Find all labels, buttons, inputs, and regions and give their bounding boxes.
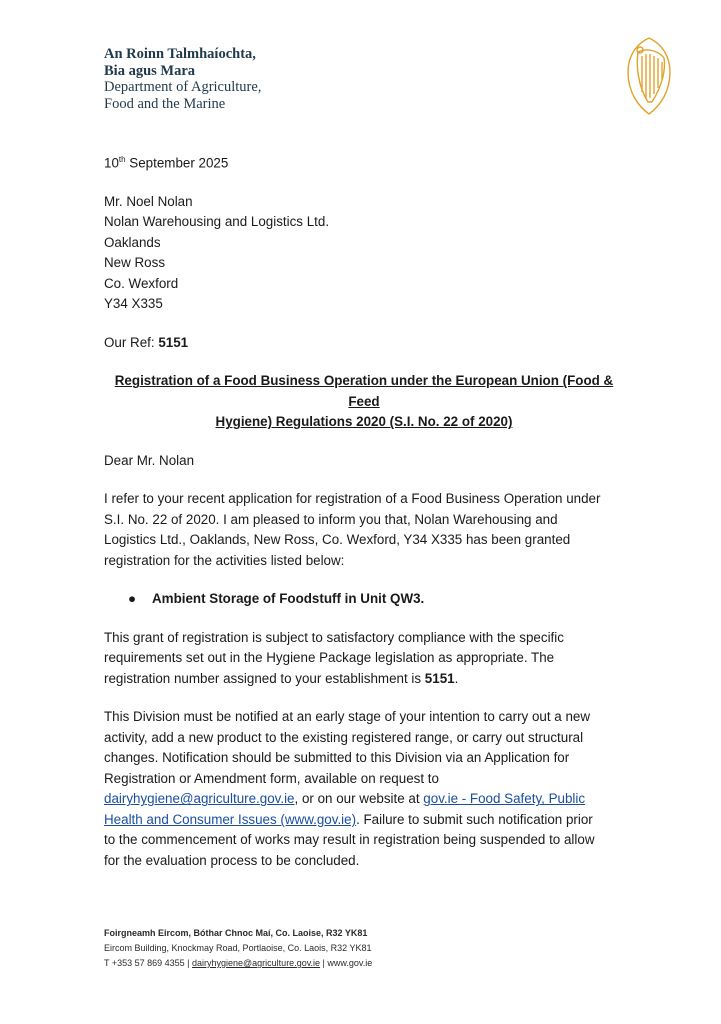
paragraph-3-line: Health and Consumer Issues (www.gov.ie). Failure to submit such notification prior: [104, 811, 593, 827]
department-name-block: [104, 46, 261, 112]
activity-list-item: ● Ambient Storage of Foodstuff in Unit QW3.: [128, 589, 624, 610]
reference-number: 5151: [158, 334, 189, 350]
paragraph-3-line: activity, add a new product to the existing registered range, or carry out structural: [104, 729, 584, 745]
reference-line: Our Ref: 5151: [104, 334, 189, 350]
email-link[interactable]: dairyhygiene@agriculture.gov.ie: [104, 791, 295, 807]
paragraph-3-line: Registration or Amendment form, available on request to: [104, 770, 439, 786]
address-line: New Ross: [104, 255, 166, 271]
dept-english-line-2: Food and the Marine: [104, 95, 226, 112]
subject-line: Hygiene) Regulations 2020 (S.I. No. 22 of 2020): [215, 414, 513, 430]
subject-line: Registration of a Food Business Operation under the European Union (Food & Feed: [114, 373, 614, 409]
footer-address-irish: Foirgneamh Eircom, Bóthar Chnoc Maí, Co. Laoise, R32 YK81: [104, 928, 368, 938]
dept-irish-line-2: Bia agus Mara: [104, 62, 196, 79]
footer-contact: T +353 57 869 4355 | dairyhygiene@agriculture.gov.ie | www.gov.ie: [104, 958, 373, 968]
website-link[interactable]: Health and Consumer Issues (www.gov.ie): [104, 811, 357, 827]
paragraph-3-line: This Division must be notified at an early stage of your intention to carry out a new: [104, 709, 591, 725]
paragraph-3-line: for the evaluation process to be concluded.: [104, 852, 360, 868]
registration-number: 5151: [424, 670, 455, 686]
dept-english-line-1: Department of Agriculture,: [104, 79, 262, 95]
paragraph-3-line: to the commencement of works may result in registration being suspended to allow: [104, 832, 595, 848]
paragraph-1-line: I refer to your recent application for registration of a Food Business Operation under: [104, 491, 601, 507]
address-line: Oaklands: [104, 234, 161, 250]
letter-footer: [104, 926, 372, 971]
footer-web: | www.gov.ie: [320, 958, 373, 968]
paragraph-3-line: changes. Notification should be submitted to this Division via an Application for: [104, 750, 570, 766]
paragraph-2-line: registration number assigned to your establishment is 5151.: [104, 670, 459, 686]
dept-irish-line-1: An Roinn Talmhaíochta,: [104, 46, 256, 62]
address-line: Y34 X335: [104, 296, 163, 312]
paragraph-1-line: registration for the activities listed below:: [104, 552, 345, 568]
paragraph-1-line: S.I. No. 22 of 2020. I am pleased to inform you that, Nolan Warehousing and: [104, 511, 558, 527]
footer-email-link[interactable]: dairyhygiene@agriculture.gov.ie: [192, 958, 321, 968]
harp-emblem-icon: [618, 36, 680, 116]
salutation: Dear Mr. Nolan: [104, 452, 195, 468]
bullet-icon: ●: [128, 591, 137, 607]
footer-address-english: Eircom Building, Knockmay Road, Portlaoise, Co. Laois, R32 YK81: [104, 943, 372, 953]
address-line: Nolan Warehousing and Logistics Ltd.: [104, 214, 330, 230]
address-line: Mr. Noel Nolan: [104, 193, 193, 209]
paragraph-1-line: Logistics Ltd., Oaklands, New Ross, Co. Wexford, Y34 X335 has been granted: [104, 532, 571, 548]
paragraph-3-line: dairyhygiene@agriculture.gov.ie, or on our website at gov.ie - Food Safety, Public: [104, 791, 586, 807]
paragraph-2-line: requirements set out in the Hygiene Package legislation as appropriate. The: [104, 650, 555, 666]
letter-body: [104, 150, 624, 871]
website-link[interactable]: gov.ie - Food Safety, Public: [423, 791, 586, 807]
address-line: Co. Wexford: [104, 275, 179, 291]
letter-date: 10th September 2025: [104, 155, 229, 171]
paragraph-2-line: This grant of registration is subject to satisfactory compliance with the specific: [104, 629, 564, 645]
